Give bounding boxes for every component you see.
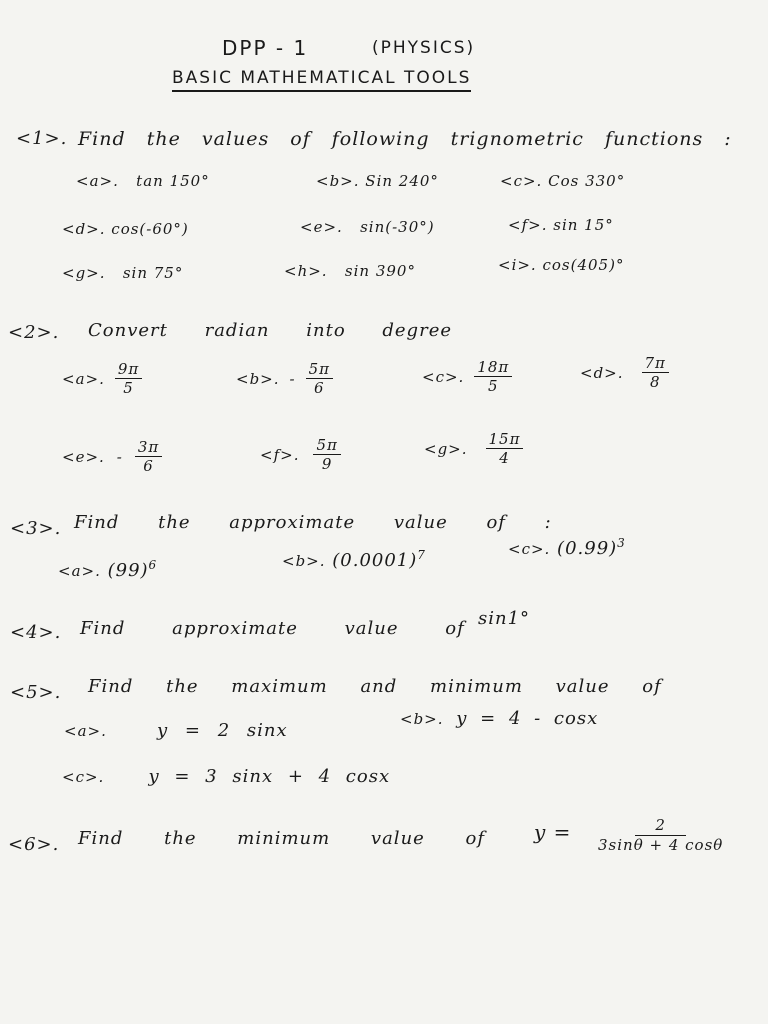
q6-numerator: 2 — [635, 818, 686, 836]
q4-expr: sin1° — [478, 608, 531, 629]
q1-item-e: <e>. sin(-30°) — [300, 218, 435, 236]
q2-item-d: <d>. $\frac{7\pi}{8}$ — [580, 356, 669, 390]
q3-text: Find the approximate value of : — [74, 512, 552, 533]
q2-item-a: <a>. $\frac{9\pi}{5}$ — [62, 362, 142, 396]
q5-number: <5>. — [10, 682, 62, 703]
q1-item-c: <c>. Cos 330° — [500, 172, 626, 190]
q1-text: Find the values of following trignometric functions : — [78, 128, 732, 150]
q3-item-b: <b>. $(0.0001)^7$ — [282, 548, 426, 571]
q5-item-c: <c>. y = 3 sinx + 4 cosx — [62, 766, 391, 787]
q2-text: Convert radian into degree — [88, 320, 452, 341]
q6-lhs: y = — [534, 820, 572, 844]
q3-item-c: <c>. $(0.99)^3$ — [508, 536, 626, 559]
q4-number: <4>. — [10, 622, 62, 643]
q1-item-d: <d>. cos(-60°) — [62, 220, 189, 238]
q5-item-b: <b>. y = 4 - cosx — [400, 708, 599, 729]
q2-number: <2>. — [8, 322, 60, 343]
q6-fraction — [598, 814, 723, 853]
q6-text: Find the minimum value of — [78, 828, 486, 849]
q2-item-f: <f>. $\frac{5\pi}{9}$ — [260, 438, 341, 472]
page-subtitle: BASIC MATHEMATICAL TOOLS — [172, 68, 471, 92]
q3-number: <3>. — [10, 518, 62, 539]
q1-item-b: <b>. Sin 240° — [316, 172, 439, 190]
q6-number: <6>. — [8, 834, 60, 855]
page-title: DPP - 1 — [222, 36, 309, 60]
q5-text: Find the maximum and minimum value of — [88, 676, 662, 697]
q2-item-g: <g>. $\frac{15\pi}{4}$ — [424, 432, 523, 466]
q3-item-a: <a>. $(99)^6$ — [58, 558, 158, 581]
q5-item-a: <a>. y = 2 sinx — [64, 720, 288, 741]
q4-text: Find approximate value of — [80, 618, 465, 639]
q1-item-f: <f>. sin 15° — [508, 216, 614, 234]
q1-item-i: <i>. cos(405)° — [498, 256, 625, 274]
q1-item-h: <h>. sin 390° — [284, 262, 416, 280]
q1-item-a: <a>. tan 150° — [76, 172, 210, 190]
q2-item-e: <e>. - $\frac{3\pi}{6}$ — [62, 440, 162, 474]
subject-label: (PHYSICS) — [372, 38, 476, 58]
q6-denominator: 3sinθ + 4 cosθ — [598, 836, 724, 854]
q1-item-g: <g>. sin 75° — [62, 264, 184, 282]
q1-number: <1>. — [16, 128, 68, 149]
q2-item-c: <c>. $\frac{18\pi}{5}$ — [422, 360, 512, 394]
q2-item-b: <b>. - $\frac{5\pi}{6}$ — [236, 362, 333, 396]
